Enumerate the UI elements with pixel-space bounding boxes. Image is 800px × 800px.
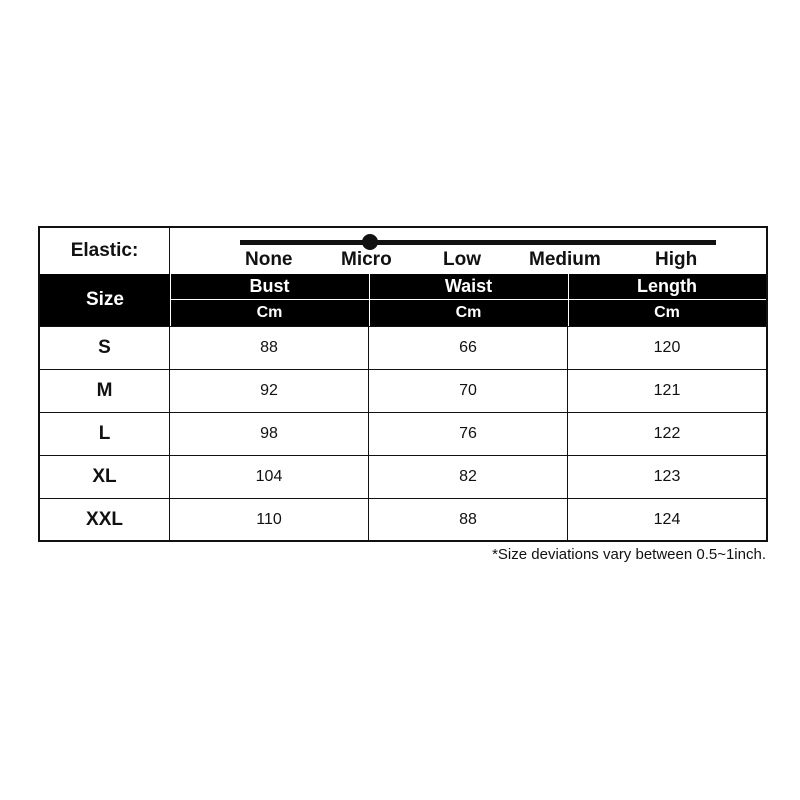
table-row: [40, 412, 766, 455]
table-row: [40, 326, 766, 369]
elastic-level-high: High: [655, 249, 698, 270]
elastic-level-low: Low: [443, 249, 481, 270]
column-header-waist: Waist: [369, 274, 568, 299]
elastic-level-medium: Medium: [529, 249, 601, 270]
size-chart: [38, 226, 768, 542]
waist-cell: 70: [369, 370, 568, 412]
size-deviation-note: *Size deviations vary between 0.5~1inch.: [492, 546, 766, 563]
bust-cell: 88: [170, 327, 369, 369]
waist-cell: 66: [369, 327, 568, 369]
header-divider: [170, 299, 766, 300]
table-row: [40, 369, 766, 412]
unit-waist: Cm: [369, 300, 568, 326]
bust-cell: 98: [170, 413, 369, 455]
table-row: [40, 455, 766, 498]
column-header-bust: Bust: [170, 274, 369, 299]
waist-cell: 88: [369, 499, 568, 541]
elastic-level-micro: Micro: [341, 249, 392, 270]
unit-length: Cm: [568, 300, 766, 326]
column-header-length: Length: [568, 274, 766, 299]
bust-cell: 110: [170, 499, 369, 541]
size-cell: M: [40, 370, 170, 412]
header-divider: [568, 274, 569, 326]
size-cell: S: [40, 327, 170, 369]
elastic-level-none: None: [245, 249, 293, 270]
length-cell: 122: [653, 425, 681, 442]
waist-cell: 76: [369, 413, 568, 455]
elastic-label: Elastic:: [40, 228, 170, 274]
header-divider: [369, 274, 370, 326]
elastic-scale-track: [240, 240, 716, 245]
length-cell: 121: [653, 382, 681, 399]
unit-bust: Cm: [170, 300, 369, 326]
bust-cell: 104: [170, 456, 369, 498]
size-cell: XL: [40, 456, 170, 498]
size-cell: L: [40, 413, 170, 455]
elastic-row: [40, 228, 766, 274]
size-cell: XXL: [40, 499, 170, 541]
waist-cell: 82: [369, 456, 568, 498]
elastic-indicator-dot: [362, 234, 378, 250]
size-header: Size: [40, 274, 170, 326]
table-row: [40, 498, 766, 541]
header-divider: [170, 274, 171, 326]
length-cell: 124: [653, 511, 681, 528]
length-cell: 120: [653, 339, 681, 356]
bust-cell: 92: [170, 370, 369, 412]
length-cell: 123: [653, 468, 681, 485]
